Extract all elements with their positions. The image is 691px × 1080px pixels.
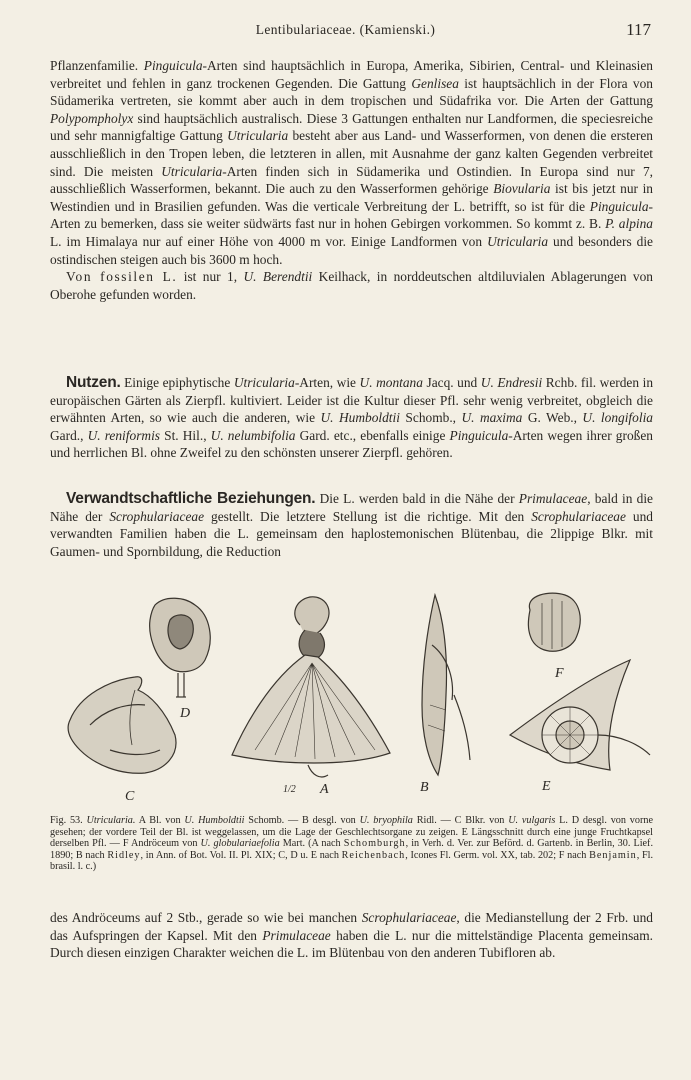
section-verwandtschaft — [50, 490, 653, 560]
section-heading-nutzen: Nutzen. — [66, 374, 121, 391]
paragraph-nutzen: Nutzen. Einige epiphytische Utricularia-Arten, wie U. montana Jacq. und U. Endresii Rchb. fil. werden in europäischen Gärten als Zierpfl. kultiviert. Leider ist die Kultur dieser Pfl. sehr wenig verbreitet, obgleich die erwähnten Arten, so wie auch die anderen, wie U. Humboldtii Schomb., U. maxima G. Web., U. longifolia Gard., U. reniformis St. Hil., U. nelumbifolia Gard. etc., ebenfalls einige Pinguicula-Arten wegen ihrer großen und herrlichen Bl. ohne Zweifel zu den schönsten unserer Zierpfl. gehören. — [50, 374, 654, 461]
figure-scale-label: 1/2 — [283, 784, 296, 795]
botanical-illustration — [50, 585, 653, 805]
paragraph-fossil: Von fossilen L. ist nur 1, U. Berendtii Keilhack, in norddeutschen altdiluvialen Ablagerungen von Oberohe gefunden worden. — [50, 269, 654, 302]
figure-part-f — [528, 593, 580, 651]
figure-label-b: B — [420, 780, 429, 795]
figure-part-e — [510, 660, 650, 770]
figure-label-f: F — [555, 666, 564, 681]
paragraph-continuation: des Andröceums auf 2 Stb., gerade so wie bei manchen Scrophulariaceae, die Medianstellung der 2 Frb. und das Aufspringen der Kapsel. Mit den Primulaceae haben die L. nur die mittelständige Placenta gemeinsam. Durch diesen einzigen Charakter weichen die L. im Blütenbau von den anderen Tubifloren ab. — [50, 910, 653, 961]
figure-53 — [50, 585, 653, 805]
figure-part-c — [68, 677, 176, 774]
paragraph-distribution: Pflanzenfamilie. Pinguicula-Arten sind hauptsächlich in Europa, Amerika, Sibirien, Central- und Kleinasien verbreitet und fehlen in ganz trockenen Gegenden. Die Gattung Genlisea ist hauptsächlich in der Flora von Südamerika vertreten, sie kommt aber auch in dem tropischen und Südafrika vor. Die Arten der Gattung Polypompholyx sind hauptsächlich australisch. Diese 3 Gattungen enthalten nur Landformen, die speciesreiche und sehr mannigfaltige Gattung Utricularia besteht aber aus Land- und Wasserformen, von denen die ersteren ausschließlich in den Tropen leben, die letzteren in allen, mit Ausnahme der ganz kalten Gegenden verbreitet sind. Die meisten Utricularia-Arten finden sich in Südamerika und Ostindien. In Europa sind nur 7, ausschließlich Wasserformen, bekannt. Die auch zu den Wasserformen gehörige Biovularia ist bis jetzt nur in Westindien und in Brasilien gefunden. Was die verticale Verbreitung der L. betrifft, so ist für die Pinguicula-Arten zu bemerken, dass sie weiter südwärts fast nur in hohen Gebirgen vorkommen. So kommt z. B. P. alpina L. im Himalaya nur auf einer Höhe von 4000 m vor. Einige Landformen von Utricularia und besonders die ostindischen steigen auch bis 3600 m hoch. — [50, 58, 654, 267]
figure-caption — [50, 815, 653, 873]
figure-part-b — [422, 595, 470, 775]
header-title: Lentibulariaceae. (Kamienski.) — [255, 22, 436, 37]
body-text-distribution — [50, 57, 653, 303]
figure-part-a — [232, 597, 390, 777]
section-nutzen — [50, 374, 653, 462]
caption-text: Fig. 53. Utricularia. A Bl. von U. Humboldtii Schomb. — B desgl. von U. bryophila Ridl. — C Blkr. von U. vulgaris L. D desgl. von vorne gesehen; der vordere Teil der Bl. ist weggelassen, um die Lage der Geschlechtsorgane zu zeigen. E Längsschnitt durch eine junge Fruchtkapsel derselben Pfl. — F Andröceum von U. globulariaefolia Mart. (A nach Schomburgh, in Verh. d. Ver. zur Beförd. d. Gartenb. in Berlin, 30. Lief. 1890; B nach Ridley, in Ann. of Bot. Vol. II. Pl. XIX; C, D u. E nach Reichenbach, Icones Fl. Germ. vol. XX, tab. 202; F nach Benjamin, Fl. brasil. l. c.) — [50, 815, 654, 872]
figure-label-c: C — [125, 789, 135, 804]
section-heading-verwandtschaft: Verwandtschaftliche Beziehungen. — [66, 490, 316, 507]
body-text-continuation — [50, 909, 653, 962]
figure-label-d: D — [180, 706, 191, 721]
figure-label-e: E — [542, 779, 551, 794]
figure-label-a: A — [320, 782, 329, 797]
running-header — [0, 18, 691, 44]
page-number: 117 — [626, 20, 651, 39]
figure-part-d — [150, 598, 211, 697]
paragraph-verwandtschaft: Verwandtschaftliche Beziehungen. Die L. werden bald in die Nähe der Primulaceae, bald in die Nähe der Scrophulariaceae gestellt. Die letztere Stellung ist die richtige. Mit den Scrophulariaceae und verwandten Familien haben die L. gemeinsam den haplostemonischen Blütenbau, die 2lippige Blkr. mit Gaumen- und Spornbildung, die Reduction — [50, 490, 653, 559]
